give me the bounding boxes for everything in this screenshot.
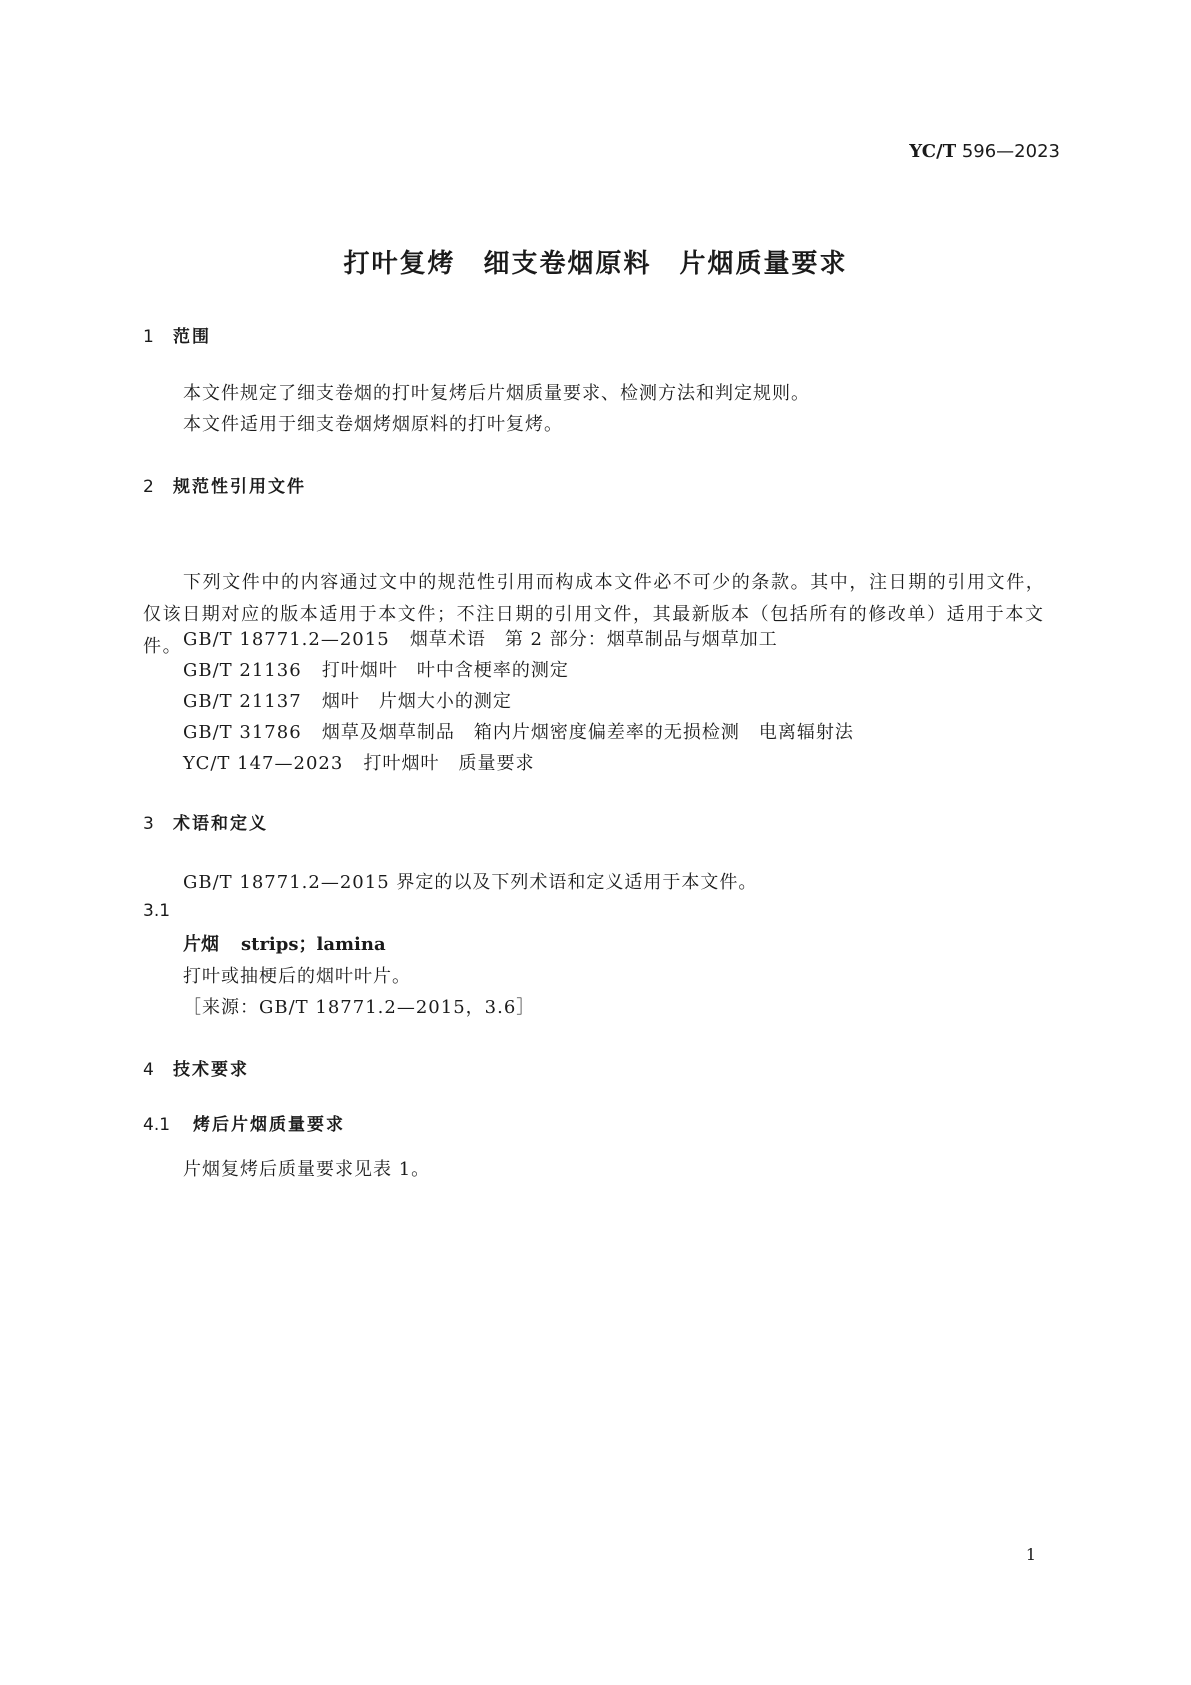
section-heading-terms xyxy=(143,809,268,834)
reference-title: 烟叶 片烟大小的测定 xyxy=(321,691,512,712)
normative-intro: 下列文件中的内容通过文中的规范性引用而构成本文件必不可少的条款。其中，注日期的引用文件，仅该日期对应的版本适用于本文件；不注日期的引用文件，其最新版本（包括所有的修改单）适用于本文件。 xyxy=(143,572,1046,657)
page-number: 1 xyxy=(1025,1545,1036,1564)
term-english: strips；lamina xyxy=(241,934,386,955)
section-heading-normative xyxy=(143,472,306,497)
subsection-heading xyxy=(143,1110,345,1135)
reference-item xyxy=(183,718,854,744)
document-title: 打叶复烤 细支卷烟原料 片烟质量要求 xyxy=(343,249,848,279)
reference-title: 打叶烟叶 质量要求 xyxy=(363,753,535,774)
section-heading-technical xyxy=(143,1055,249,1080)
reference-code: GB/T 21136 xyxy=(183,660,302,681)
reference-item xyxy=(183,687,512,713)
term-entry-number: 3.1 xyxy=(143,901,171,921)
reference-code: GB/T 21137 xyxy=(183,691,302,712)
reference-title: 打叶烟叶 叶中含梗率的测定 xyxy=(321,660,569,681)
term-definition: 打叶或抽梗后的烟叶叶片。 xyxy=(183,966,411,987)
section-title: 术语和定义 xyxy=(173,814,268,834)
term-source: ［来源：GB/T 18771.2—2015，3.6］ xyxy=(183,997,536,1018)
reference-item xyxy=(183,749,534,775)
section-number: 4 xyxy=(143,1060,154,1080)
subsection-text: 片烟复烤后质量要求见表 1。 xyxy=(183,1159,431,1180)
document-code xyxy=(909,141,1060,162)
reference-code: GB/T 18771.2—2015 xyxy=(183,629,390,650)
subsection-number: 4.1 xyxy=(143,1115,171,1135)
reference-item xyxy=(183,656,569,682)
section-number: 2 xyxy=(143,477,154,497)
terms-intro: GB/T 18771.2—2015 界定的以及下列术语和定义适用于本文件。 xyxy=(183,872,758,893)
doc-code-number: 596—2023 xyxy=(961,141,1060,162)
term-entry xyxy=(183,930,386,956)
reference-code: GB/T 31786 xyxy=(183,722,302,743)
section-number: 1 xyxy=(143,327,154,347)
section-title: 技术要求 xyxy=(173,1060,249,1080)
scope-paragraph-1: 本文件规定了细支卷烟的打叶复烤后片烟质量要求、检测方法和判定规则。 xyxy=(183,383,810,404)
scope-paragraph-2: 本文件适用于细支卷烟烤烟原料的打叶复烤。 xyxy=(183,414,563,435)
reference-title: 烟草术语 第 2 部分：烟草制品与烟草加工 xyxy=(409,629,778,650)
term-chinese: 片烟 xyxy=(183,934,219,955)
doc-code-prefix: YC/T xyxy=(909,141,957,162)
reference-code: YC/T 147—2023 xyxy=(183,753,344,774)
subsection-title: 烤后片烟质量要求 xyxy=(193,1115,345,1135)
section-title: 规范性引用文件 xyxy=(173,477,306,497)
section-heading-scope xyxy=(143,322,211,347)
section-number: 3 xyxy=(143,814,154,834)
section-title: 范围 xyxy=(173,327,211,347)
reference-title: 烟草及烟草制品 箱内片烟密度偏差率的无损检测 电离辐射法 xyxy=(321,722,854,743)
reference-item xyxy=(183,625,778,651)
